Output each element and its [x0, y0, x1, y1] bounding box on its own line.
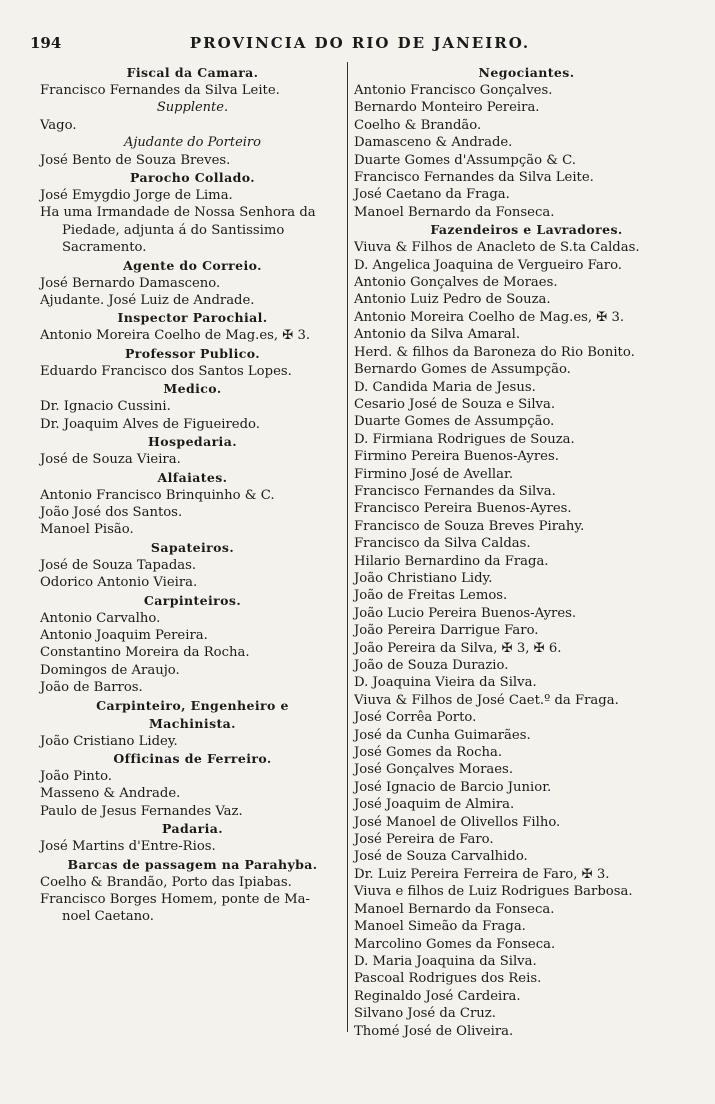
section-heading: Carpinteiro, Engenheiro e	[96, 697, 289, 713]
directory-entry: João Pereira da Silva, ✠ 3, ✠ 6.	[354, 640, 562, 656]
entry-continuation: Piedade, adjunta á do Santissimo	[62, 222, 285, 238]
right-column	[354, 64, 699, 1040]
directory-entry: José Joaquim de Almira.	[354, 797, 515, 813]
directory-entry: Francisco Fernandes da Silva Leite.	[40, 83, 280, 98]
directory-entry: José Caetano da Fraga.	[354, 187, 510, 203]
directory-entry: Masseno & Andrade.	[40, 786, 181, 802]
directory-entry: Silvano José da Cruz.	[354, 1006, 496, 1022]
directory-entry: Coelho & Brandão, Porto das Ipiabas.	[40, 874, 292, 890]
section-heading: Hospedaria.	[148, 434, 237, 450]
section-heading: Negociantes.	[478, 65, 575, 80]
column-divider	[347, 62, 348, 1032]
section-heading: Machinista.	[149, 715, 236, 731]
section-heading: Carpinteiros.	[143, 592, 242, 608]
directory-entry: Dr. Joaquim Alves de Figueiredo.	[40, 416, 260, 432]
directory-entry: João de Barros.	[40, 680, 143, 696]
section-heading: Barcas de passagem na Parahyba.	[67, 856, 318, 872]
directory-entry: João Pinto.	[40, 768, 113, 784]
section-heading: Fazendeiros e Lavradores.	[430, 222, 623, 238]
directory-entry: Dr. Ignacio Cussini.	[40, 399, 171, 415]
directory-entry: Vago.	[40, 117, 77, 133]
directory-entry: Bernardo Monteiro Pereira.	[354, 100, 540, 116]
directory-entry: Antonio Francisco Brinquinho & C.	[40, 487, 275, 503]
directory-entry: D. Angelica Joaquina de Vergueiro Faro.	[354, 257, 622, 273]
directory-entry: Thomé José de Oliveira.	[354, 1023, 514, 1039]
directory-entry: Viuva e filhos de Luiz Rodrigues Barbosa.	[354, 884, 633, 900]
section-heading: Agente do Correio.	[123, 257, 262, 273]
directory-entry: José de Souza Carvalhido.	[354, 849, 528, 865]
directory-entry: Dr. Luiz Pereira Ferreira de Faro, ✠ 3.	[354, 866, 610, 882]
directory-entry: Ha uma Irmandade de Nossa Senhora da	[40, 205, 316, 221]
subheading: Supplente.	[156, 100, 229, 116]
directory-entry: Viuva & Filhos de Anacleto de S.ta Caldas.	[354, 240, 640, 256]
directory-entry: José Gomes da Rocha.	[354, 745, 503, 761]
directory-entry: Francisco de Souza Breves Pirahy.	[354, 518, 585, 534]
directory-entry: José de Souza Vieira.	[40, 452, 181, 468]
directory-entry: D. Joaquina Vieira da Silva.	[354, 675, 537, 691]
directory-entry: José Martins d'Entre-Rios.	[40, 839, 216, 855]
directory-entry: José Ignacio de Barcio Junior.	[354, 779, 552, 795]
directory-entry: Viuva & Filhos de José Caet.º da Fraga.	[354, 692, 619, 708]
directory-entry: José Corrêa Porto.	[354, 710, 477, 726]
subheading: Ajudante do Porteiro	[124, 135, 261, 151]
directory-entry: José da Cunha Guimarães.	[354, 727, 531, 743]
directory-entry: Francisco Fernandes da Silva Leite.	[354, 170, 594, 186]
directory-entry: José de Souza Tapadas.	[40, 557, 197, 573]
directory-entry: Manoel Pisão.	[40, 522, 134, 538]
section-heading: Parocho Collado.	[130, 170, 255, 186]
directory-entry: José Manoel de Olivellos Filho.	[354, 814, 561, 830]
directory-entry: Duarte Gomes d'Assumpção & C.	[354, 152, 576, 168]
directory-entry: João Pereira Darrigue Faro.	[354, 623, 539, 639]
directory-entry: Francisco Borges Homem, ponte de Ma-	[40, 892, 310, 907]
directory-entry: Firmino José de Avellar.	[354, 466, 514, 482]
directory-entry: Francisco Pereira Buenos-Ayres.	[354, 501, 572, 517]
directory-entry: Pascoal Rodrigues dos Reis.	[354, 971, 542, 987]
directory-entry: João Lucio Pereira Buenos-Ayres.	[354, 605, 577, 621]
section-heading: Fiscal da Camara.	[126, 65, 259, 80]
directory-entry: João de Souza Durazio.	[354, 658, 509, 673]
directory-entry: Antonio Moreira Coelho de Mag.es, ✠ 3.	[40, 328, 311, 344]
directory-entry: José Gonçalves Moraes.	[354, 762, 514, 778]
section-heading: Sapateiros.	[150, 539, 235, 555]
directory-entry: Antonio Carvalho.	[40, 610, 161, 626]
directory-entry: Bernardo Gomes de Assumpção.	[354, 362, 571, 378]
directory-entry: Antonio Joaquim Pereira.	[40, 627, 208, 643]
directory-entry: Manoel Bernardo da Fonseca.	[354, 901, 555, 917]
section-heading: Medico.	[163, 381, 222, 397]
directory-entry: Reginaldo José Cardeira.	[354, 988, 521, 1004]
entry-continuation: noel Caetano.	[62, 909, 154, 925]
entry-continuation: Sacramento.	[62, 240, 147, 256]
directory-entry: Antonio Gonçalves de Moraes.	[354, 275, 558, 291]
directory-entry: Manoel Bernardo da Fonseca.	[354, 204, 555, 220]
directory-entry: Eduardo Francisco dos Santos Lopes.	[40, 363, 292, 379]
directory-entry: Duarte Gomes de Assumpção.	[354, 414, 555, 430]
directory-entry: Cesario José de Souza e Silva.	[354, 396, 556, 412]
directory-entry: D. Candida Maria de Jesus.	[354, 379, 536, 395]
directory-entry: Coelho & Brandão.	[354, 117, 482, 133]
directory-entry: Manoel Simeão da Fraga.	[354, 919, 526, 935]
directory-entry: João Cristiano Lidey.	[40, 733, 178, 749]
section-heading: Officinas de Ferreiro.	[113, 750, 272, 766]
directory-entry: José Emygdio Jorge de Lima.	[40, 188, 233, 204]
directory-entry: Hilario Bernardino da Fraga.	[354, 553, 549, 569]
directory-entry: José Bernardo Damasceno.	[40, 275, 221, 291]
directory-entry: Odorico Antonio Vieira.	[40, 575, 198, 591]
directory-entry: João José dos Santos.	[40, 504, 183, 520]
section-heading: Alfaiates.	[157, 469, 228, 485]
directory-entry: Paulo de Jesus Fernandes Vaz.	[40, 803, 243, 819]
page-number: 194	[30, 34, 62, 52]
directory-entry: José Bento de Souza Breves.	[40, 152, 231, 168]
directory-entry: D. Maria Joaquina da Silva.	[354, 953, 537, 969]
directory-entry: Damasceno & Andrade.	[354, 135, 513, 151]
directory-entry: João de Freitas Lemos.	[354, 588, 508, 604]
directory-entry: Antonio Francisco Gonçalves.	[354, 83, 553, 98]
directory-entry: João Christiano Lidy.	[354, 570, 493, 586]
directory-entry: Antonio da Silva Amaral.	[354, 327, 521, 343]
directory-entry: Domingos de Araujo.	[40, 662, 180, 678]
directory-entry: Antonio Moreira Coelho de Mag.es, ✠ 3.	[354, 309, 625, 325]
directory-entry: Constantino Moreira da Rocha.	[40, 645, 250, 661]
directory-entry: José Pereira de Faro.	[354, 832, 494, 848]
section-heading: Inspector Parochial.	[117, 310, 268, 326]
page-title: PROVINCIA DO RIO DE JANEIRO.	[189, 34, 531, 52]
directory-entry: Francisco da Silva Caldas.	[354, 536, 531, 552]
directory-entry: Antonio Luiz Pedro de Souza.	[354, 292, 551, 308]
directory-entry: Francisco Fernandes da Silva.	[354, 483, 556, 499]
directory-entry: Marcolino Gomes da Fonseca.	[354, 936, 556, 952]
directory-entry: D. Firmiana Rodrigues de Souza.	[354, 431, 575, 447]
section-heading: Professor Publico.	[124, 345, 260, 361]
directory-entry: Ajudante. José Luiz de Andrade.	[40, 293, 255, 309]
directory-entry: Firmino Pereira Buenos-Ayres.	[354, 449, 559, 465]
section-heading: Padaria.	[162, 821, 223, 837]
left-column	[40, 64, 345, 926]
directory-entry: Herd. & filhos da Baroneza do Rio Bonito.	[354, 344, 635, 360]
page-header	[30, 34, 690, 56]
